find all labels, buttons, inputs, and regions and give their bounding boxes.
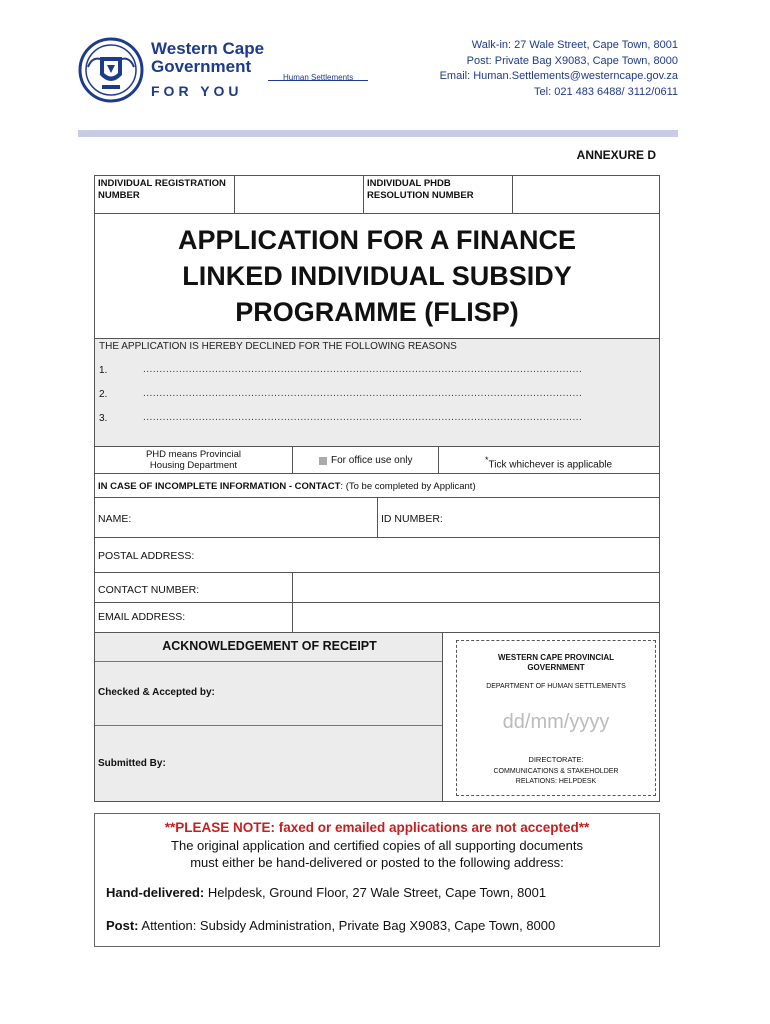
name-field[interactable]: [94, 497, 378, 538]
postal-label: POSTAL ADDRESS:: [98, 550, 195, 562]
header-bar: [78, 130, 678, 137]
checked-label: Checked & Accepted by:: [98, 687, 215, 698]
annexure-label: ANNEXURE D: [576, 148, 656, 162]
note-line-2: must either be hand-delivered or posted to the following address:: [190, 855, 564, 870]
phd-note-cell: [94, 446, 293, 474]
org-name-line1: Western Cape: [151, 39, 265, 58]
name-label: NAME:: [98, 513, 132, 525]
reason-number: 1.: [99, 365, 108, 376]
postal-address: Post: Private Bag X9083, Cape Town, 8000: [466, 54, 678, 67]
incomplete-note: : (To be completed by Applicant): [340, 481, 476, 492]
post-line: [106, 918, 555, 933]
checkbox-icon[interactable]: [319, 457, 327, 465]
submitted-label: Submitted By:: [98, 758, 166, 769]
ack-divider: [95, 725, 442, 726]
contact-label-cell: [94, 572, 293, 603]
declined-heading: THE APPLICATION IS HEREBY DECLINED FOR THE FOLLOWING REASONS: [99, 341, 457, 352]
ack-heading: ACKNOWLEDGEMENT OF RECEIPT: [162, 639, 377, 653]
incomplete-info-row: [94, 473, 660, 498]
id-number-field[interactable]: [377, 497, 660, 538]
reason-line-2[interactable]: ......................................................................................................................................: [143, 388, 583, 399]
tick-note: Tick whichever is applicable: [488, 459, 613, 471]
email-label-cell: [94, 602, 293, 633]
office-use-cell: [292, 446, 439, 474]
reason-number: 2.: [99, 389, 108, 400]
reg-label-cell: [94, 175, 235, 214]
email-label: EMAIL ADDRESS:: [98, 611, 186, 623]
id-label: ID NUMBER:: [381, 513, 443, 525]
hand-label: Hand-delivered:: [106, 885, 205, 900]
phdb-number-field[interactable]: [512, 175, 660, 214]
office-use-wrap: [319, 455, 413, 466]
reg-label: INDIVIDUAL REGISTRATION NUMBER: [98, 178, 226, 201]
ack-left-panel: [94, 632, 443, 802]
phd-note: PHD means Provincial Housing Department: [145, 449, 242, 471]
incomplete-heading: IN CASE OF INCOMPLETE INFORMATION - CONTACT: [98, 481, 341, 492]
stamp-dept: DEPARTMENT OF HUMAN SETTLEMENTS: [486, 683, 626, 690]
crest-icon: [78, 37, 144, 103]
phdb-label-cell: [363, 175, 513, 214]
contact-number-field[interactable]: [292, 572, 660, 603]
contact-label: CONTACT NUMBER:: [98, 584, 200, 596]
reg-number-field[interactable]: [234, 175, 364, 214]
hand-address: Helpdesk, Ground Floor, 27 Wale Street, Cape Town, 8001: [204, 885, 547, 900]
note-line-1: The original application and certified copies of all supporting documents: [171, 838, 583, 853]
hand-delivered-line: [106, 885, 546, 900]
tick-note-wrap: [485, 455, 612, 470]
post-label: Post:: [106, 918, 139, 933]
note-box: [94, 813, 660, 947]
warning-text: **PLEASE NOTE: faxed or emailed applications are not accepted**: [164, 820, 590, 835]
org-name-line2: Government: [151, 57, 252, 76]
office-use-label: For office use only: [331, 455, 413, 466]
phdb-label: INDIVIDUAL PHDB RESOLUTION NUMBER: [367, 178, 474, 201]
postal-address-field[interactable]: [94, 537, 660, 573]
office-stamp: [456, 640, 656, 796]
stamp-org: WESTERN CAPE PROVINCIAL GOVERNMENT: [497, 653, 614, 672]
reason-number: 3.: [99, 413, 108, 424]
ack-divider: [95, 661, 442, 662]
post-address: Attention: Subsidy Administration, Private Bag X9083, Cape Town, 8000: [138, 918, 556, 933]
title-line: LINKED INDIVIDUAL SUBSIDY: [182, 261, 572, 291]
email-address: Email: Human.Settlements@westerncape.gov.za: [439, 70, 678, 82]
telephone: Tel: 021 483 6488/ 3112/0611: [534, 85, 678, 98]
title-line: APPLICATION FOR A FINANCE: [178, 225, 576, 255]
stamp-unit: COMMUNICATIONS & STAKEHOLDER RELATIONS: HELPDESK: [493, 768, 619, 785]
contact-block: [440, 38, 678, 100]
date-field[interactable]: dd/mm/yyyy: [502, 711, 610, 733]
tick-note-cell: [438, 446, 660, 474]
asterisk: *: [485, 455, 489, 465]
declined-section: [94, 338, 660, 447]
tagline: FOR YOU: [151, 83, 243, 99]
department-name: Human Settlements: [283, 73, 354, 82]
reason-line-1[interactable]: ......................................................................................................................................: [143, 364, 583, 375]
walkin-address: Walk-in: 27 Wale Street, Cape Town, 8001: [471, 39, 678, 51]
page-title: [94, 222, 660, 330]
email-address-field[interactable]: [292, 602, 660, 633]
reason-line-3[interactable]: ......................................................................................................................................: [143, 412, 583, 423]
government-logo: [78, 37, 368, 103]
title-line: PROGRAMME (FLISP): [235, 297, 519, 327]
incomplete-wrap: [98, 481, 476, 492]
stamp-directorate: DIRECTORATE:: [528, 755, 584, 764]
